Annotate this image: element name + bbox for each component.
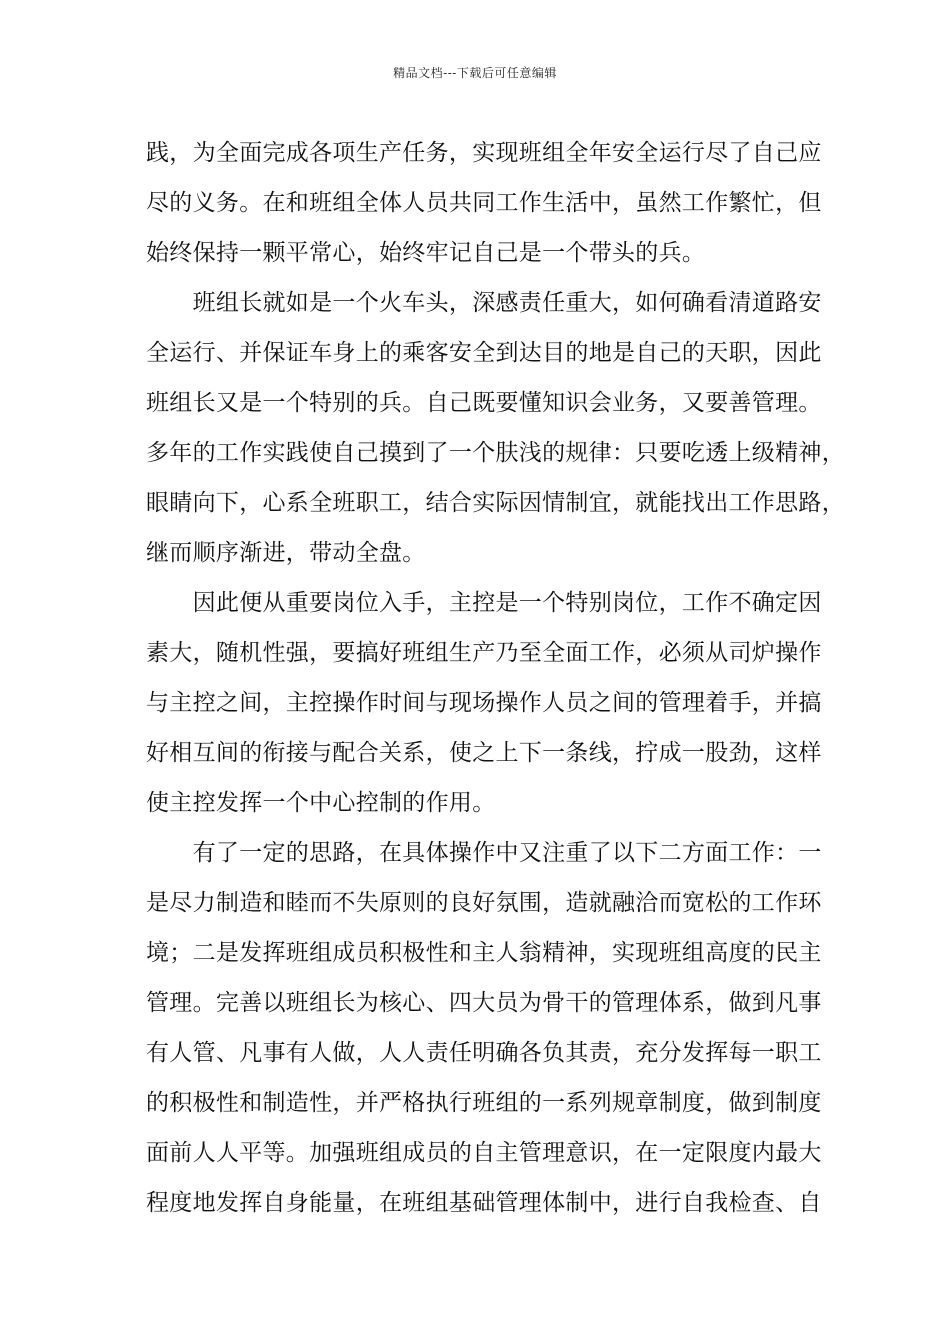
text-line: 境；二是发挥班组成员积极性和主人翁精神，实现班组高度的民主 xyxy=(146,940,822,966)
page-header: 精品文档---下载后可任意编辑 xyxy=(393,66,557,80)
text-line: 全运行、并保证车身上的乘客安全到达目的地是自己的天职，因此 xyxy=(146,340,822,366)
text-line: 践，为全面完成各项生产任务，实现班组全年安全运行尽了自己应 xyxy=(146,140,822,166)
text-line: 素大，随机性强，要搞好班组生产乃至全面工作，必须从司炉操作 xyxy=(146,640,822,666)
text-line: 因此便从重要岗位入手，主控是一个特别岗位，工作不确定因 xyxy=(146,590,822,616)
text-line: 与主控之间，主控操作时间与现场操作人员之间的管理着手，并搞 xyxy=(146,690,822,716)
text-line: 的积极性和制造性，并严格执行班组的一系列规章制度，做到制度 xyxy=(146,1090,822,1116)
text-line: 面前人人平等。加强班组成员的自主管理意识，在一定限度内最大 xyxy=(146,1140,822,1166)
text-line: 有了一定的思路，在具体操作中又注重了以下二方面工作：一 xyxy=(146,840,822,866)
text-line: 好相互间的衔接与配合关系，使之上下一条线，拧成一股劲，这样 xyxy=(146,740,822,766)
text-line: 程度地发挥自身能量，在班组基础管理体制中，进行自我检查、自 xyxy=(146,1190,822,1216)
text-line: 多年的工作实践使自己摸到了一个肤浅的规律：只要吃透上级精神， xyxy=(146,440,845,466)
text-line: 管理。完善以班组长为核心、四大员为骨干的管理体系，做到凡事 xyxy=(146,990,822,1016)
text-line: 始终保持一颗平常心，始终牢记自己是一个带头的兵。 xyxy=(146,240,706,266)
text-line: 眼睛向下，心系全班职工，结合实际因情制宜，就能找出工作思路， xyxy=(146,490,845,516)
text-line: 有人管、凡事有人做，人人责任明确各负其责，充分发挥每一职工 xyxy=(146,1040,822,1066)
text-line: 尽的义务。在和班组全体人员共同工作生活中，虽然工作繁忙，但 xyxy=(146,190,822,216)
document-body xyxy=(146,128,845,1228)
text-line: 班组长又是一个特别的兵。自己既要懂知识会业务，又要善管理。 xyxy=(146,390,822,416)
text-line: 使主控发挥一个中心控制的作用。 xyxy=(146,790,496,816)
text-line: 班组长就如是一个火车头，深感责任重大，如何确看清道路安 xyxy=(146,290,822,316)
text-line: 是尽力制造和睦而不失原则的良好氛围，造就融洽而宽松的工作环 xyxy=(146,890,822,916)
text-line: 继而顺序渐进，带动全盘。 xyxy=(146,540,426,566)
